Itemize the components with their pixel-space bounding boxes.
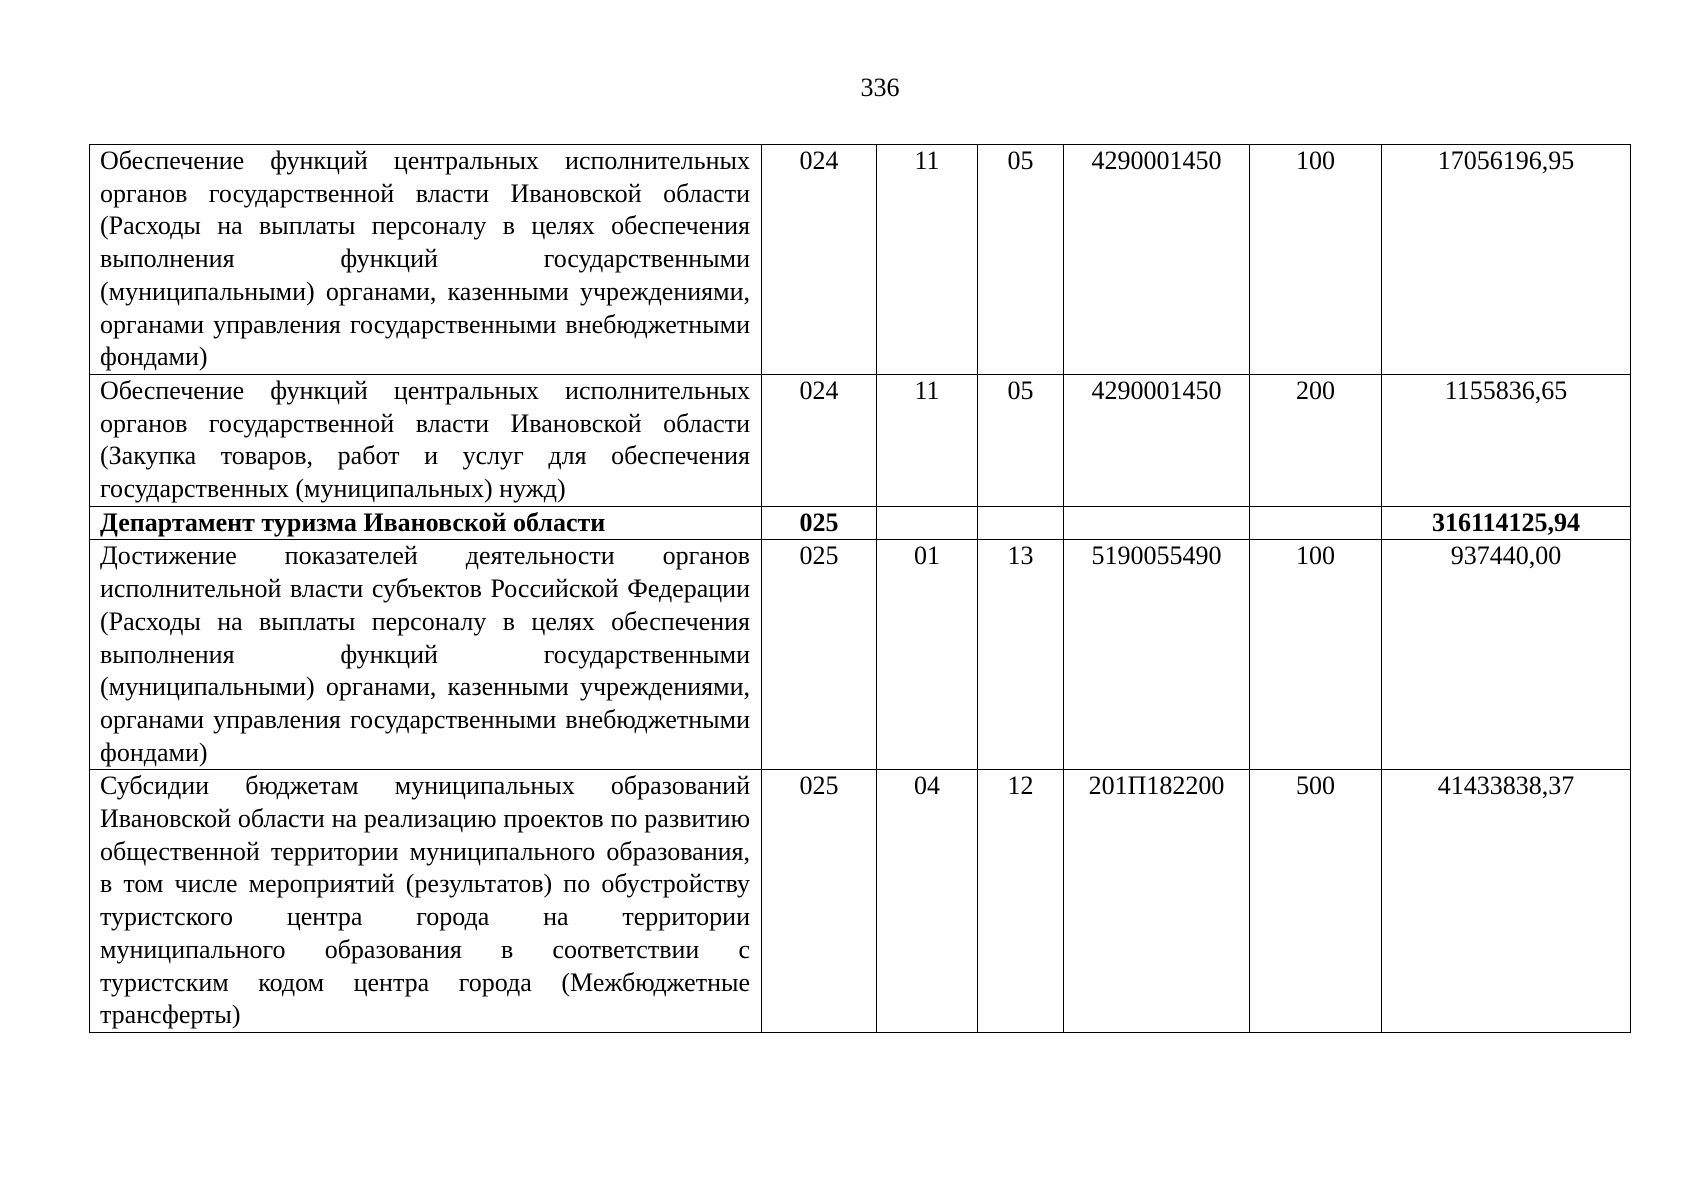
table-row bbox=[90, 374, 1631, 506]
row-amount: 17056196,95 bbox=[1382, 145, 1631, 375]
row-target-article: 201П182200 bbox=[1064, 770, 1250, 1033]
row-amount: 1155836,65 bbox=[1382, 374, 1631, 506]
page-number: 336 bbox=[860, 73, 900, 102]
row-expense-type bbox=[1250, 506, 1382, 540]
row-amount: 41433838,37 bbox=[1382, 770, 1631, 1033]
row-section bbox=[877, 506, 978, 540]
row-amount: 316114125,94 bbox=[1382, 506, 1631, 540]
row-code: 025 bbox=[762, 540, 877, 770]
table-row bbox=[90, 770, 1631, 1033]
row-amount: 937440,00 bbox=[1382, 540, 1631, 770]
row-description: Достижение показателей деятельности органов исполнительной власти субъектов Российской Федерации (Расходы на выплаты персоналу в целях обеспечения выполнения функций государственными (муниципальными) органами, казенными учреждениями, органами управления государственными внебюджетными фондами) bbox=[90, 540, 762, 770]
row-target-article: 4290001450 bbox=[1064, 145, 1250, 375]
row-code: 024 bbox=[762, 145, 877, 375]
row-expense-type: 500 bbox=[1250, 770, 1382, 1033]
budget-table bbox=[89, 144, 1631, 1033]
row-subsection bbox=[978, 506, 1064, 540]
table-row-department-header bbox=[90, 506, 1631, 540]
row-code: 025 bbox=[762, 770, 877, 1033]
table-row bbox=[90, 145, 1631, 375]
row-target-article: 4290001450 bbox=[1064, 374, 1250, 506]
row-subsection: 12 bbox=[978, 770, 1064, 1033]
row-subsection: 13 bbox=[978, 540, 1064, 770]
row-section: 11 bbox=[877, 145, 978, 375]
row-description: Обеспечение функций центральных исполнительных органов государственной власти Ивановской области (Закупка товаров, работ и услуг для обеспечения государственных (муниципальных) нужд) bbox=[90, 374, 762, 506]
row-description: Департамент туризма Ивановской области bbox=[90, 506, 762, 540]
row-code: 024 bbox=[762, 374, 877, 506]
table-row bbox=[90, 540, 1631, 770]
row-expense-type: 100 bbox=[1250, 145, 1382, 375]
row-section: 04 bbox=[877, 770, 978, 1033]
row-subsection: 05 bbox=[978, 374, 1064, 506]
row-section: 01 bbox=[877, 540, 978, 770]
row-section: 11 bbox=[877, 374, 978, 506]
row-subsection: 05 bbox=[978, 145, 1064, 375]
row-target-article: 5190055490 bbox=[1064, 540, 1250, 770]
row-target-article bbox=[1064, 506, 1250, 540]
row-description: Обеспечение функций центральных исполнительных органов государственной власти Ивановской области (Расходы на выплаты персоналу в целях обеспечения выполнения функций государственными (муниципальными) органами, казенными учреждениями, органами управления государственными внебюджетными фондами) bbox=[90, 145, 762, 375]
row-code: 025 bbox=[762, 506, 877, 540]
row-description: Субсидии бюджетам муниципальных образований Ивановской области на реализацию проектов по развитию общественной территории муниципального образования, в том числе мероприятий (результатов) по обустройству туристского центра города на территории муниципального образования в соответствии с туристским кодом центра города (Межбюджетные трансферты) bbox=[90, 770, 762, 1033]
row-expense-type: 100 bbox=[1250, 540, 1382, 770]
row-expense-type: 200 bbox=[1250, 374, 1382, 506]
